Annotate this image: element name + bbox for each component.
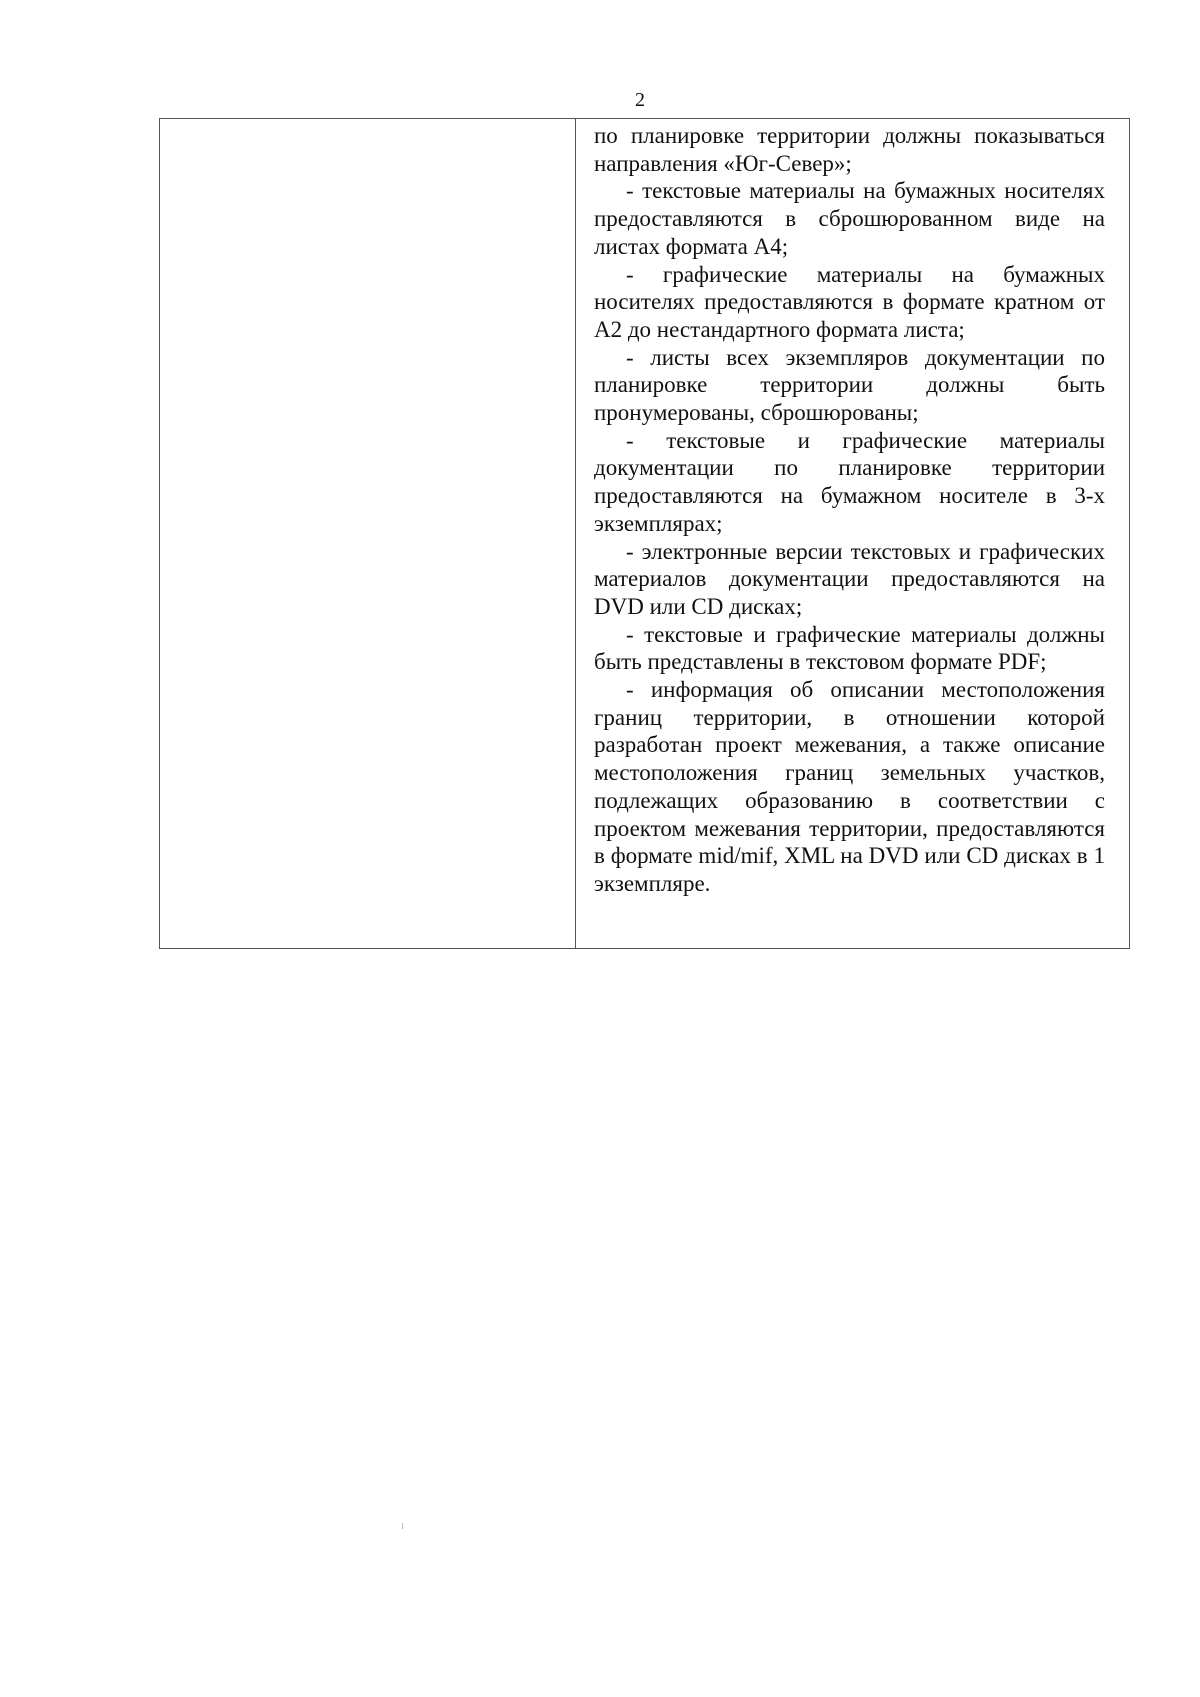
paragraph-graphic-materials-format: - графические материалы на бумажных носителях предоставляются в формате кратном от А2 до нестандартного формата листа;: [594, 261, 1105, 342]
paragraph-electronic-versions: - электронные версии текстовых и графических материалов документации предоставляются на DVD или CD дисках;: [594, 538, 1105, 619]
table-right-cell: [576, 119, 1129, 948]
paragraph-boundary-information: - информация об описании местоположения границ территории, в отношении которой разработан проект межевания, а также описание местоположения границ земельных участков, подлежащих образованию в соответствии с проектом межевания территории, предоставляются в формате mid/mif, XML на DVD или CD дисках в 1 экземпляре.: [594, 677, 1105, 896]
scan-artifact: [402, 1523, 403, 1529]
table-left-cell: [160, 119, 576, 948]
paragraph-paper-copies: - текстовые и графические материалы документации по планировке территории предоставляются на бумажном носителе в 3-х экземплярах;: [594, 427, 1105, 536]
paragraph-pdf-format: - текстовые и графические материалы должны быть представлены в текстовом формате PDF;: [594, 621, 1105, 675]
page-number: 2: [635, 89, 645, 111]
paragraph-orientation: по планировке территории должны показываться направления «Юг-Север»;: [594, 123, 1105, 176]
paragraph-text-materials-format: - текстовые материалы на бумажных носителях предоставляются в сброшюрованном виде на листах формата А4;: [594, 178, 1105, 259]
paragraph-sheet-numbering: - листы всех экземпляров документации по планировке территории должны быть пронумерованы, сброшюрованы;: [594, 344, 1105, 426]
requirements-table: [159, 118, 1130, 949]
